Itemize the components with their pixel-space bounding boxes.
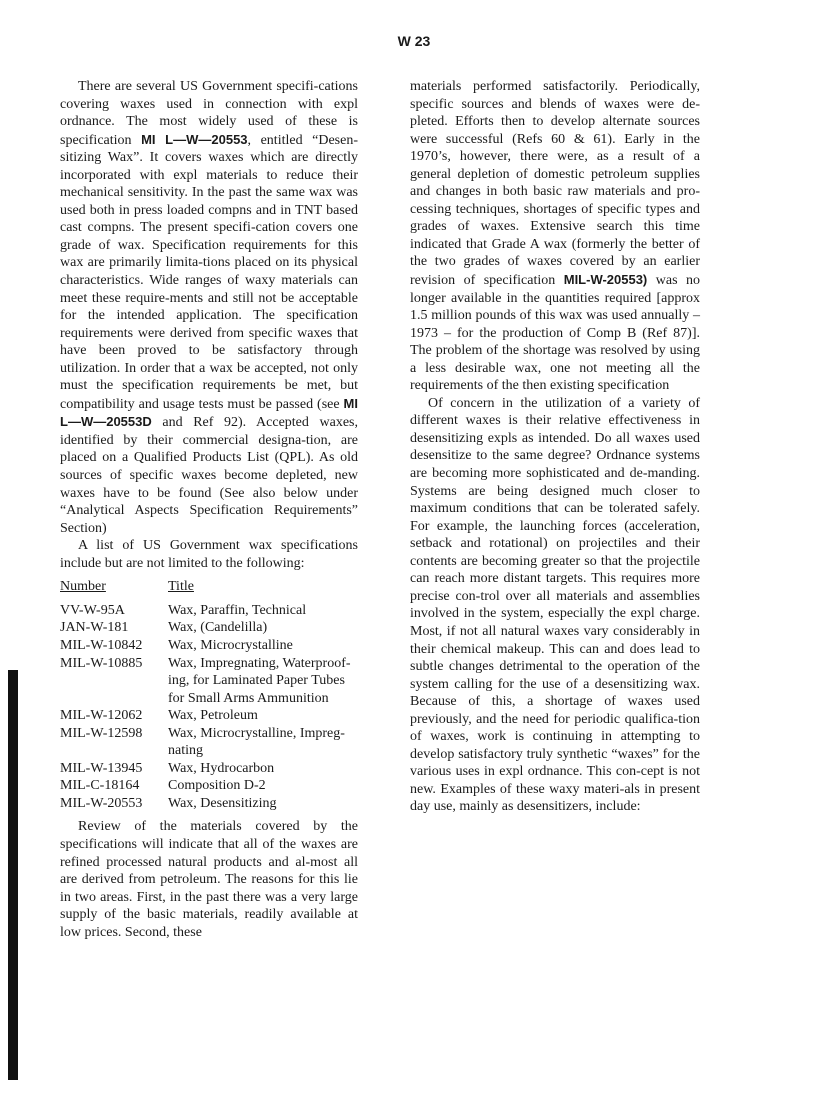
number-column-header: Number [60,579,106,595]
continued-paragraph [410,78,700,395]
intro-text-b: , entitled “Desen-sitizing Wax”. It covers waxes which are directly incorporated with expl materials to reduce their mechanical sensitivity. In the past the same wax was used both in press loaded compns and in TNT based cast compns. The present specifi-cation covers one grade of wax. Specification requirements for this wax are primarily limita-tions placed on its physical characteristics. Wide ranges of waxy materials can meet these require-ments and still not be acceptable for the intended application. The specification requirements were derived from specific waxes that have been proved to be satisfactory through utilization. In order that a wax be accepted, not only must the specification requirements be met, but compatibility and usage tests must be passed (see [60,132,358,412]
intro-text-a: There are several US Government specifi-cations covering waxes used in connection with expl ordnance. The most widely used of these is specification [60,79,358,148]
spec-number: JAN-W-181 [60,620,129,636]
spec-number: VV-W-95A [60,602,125,618]
table-row [60,602,358,620]
scan-margin-bar [8,670,18,1080]
table-row [60,707,358,725]
specifications-table [60,578,358,812]
continued-text-a: materials performed satisfactorily. Periodically, specific sources and blends of waxes were de-pleted. Efforts then to develop alternate sources were successful (Refs 60 & 61). Early in the 1970’s, however, there were, as a result of a general depletion of domestic petroleum supplies and changes in both basic raw materials and pro-cessing techniques, shortages of specific types and grades of waxes. Extensive search this time indicated that Grade A wax (formerly the better of the two grades of waxes covered by an earlier revision of specification [410,79,700,289]
spec-title: Wax, Paraffin, Technical [168,602,307,618]
intro-text-c: and Ref 92). Accepted waxes, identified by their commercial designa-tion, are placed on a Qualified Products List (QPL). As old sources of specific waxes become depleted, new waxes have to be found (See also below under “Analytical Aspects Specification Requirements” Section) [60,415,358,536]
table-header-row [60,578,358,602]
spec-number: MIL-W-12598 [60,725,143,741]
title-column-header: Title [168,579,194,595]
spec-number: MIL-W-12062 [60,708,143,724]
spec-number: MIL-W-10885 [60,655,143,671]
table-row [60,795,358,813]
spec-title: Wax, (Candelilla) [168,620,268,636]
spec-title: Wax, Microcrystalline, Impreg-nating [168,725,345,759]
intro-paragraph [60,78,358,537]
table-row [60,637,358,655]
list-intro-paragraph: A list of US Government wax specifications include but are not limited to the following: [60,538,358,571]
left-column [60,78,358,941]
spec-title: Wax, Petroleum [168,708,258,724]
concern-paragraph: Of concern in the utilization of a variety of different waxes is their relative effectiveness in desensitizing expls as intended. Do all waxes used desensitize to the same degree? Ordnance systems are becoming more sophisticated and de-manding. Systems are being designed much closer to maximum conditions that can be tolerated safely. For example, the launching forces (acceleration, setback and rotational) on projectiles and their contents are becoming greater so that the projectile can reach more distant targets. This requires more precise con-trol over all materials and assemblies involved in the system, especially the expl charge. Most, if not all natural waxes vary considerably in their chemical makeup. This can and does lead to subtle changes detrimental to the operation of the system calling for the use of a desensitizing wax. Because of this, a shortage of waxes used previously, and the need for periodic qualifica-tion of waxes, work is continuing in attempting to develop satisfactory truly synthetic “waxes” for the various uses in expl ordnance. This con-cept is not new. Examples of these waxy materi-als in present day use, mainly as desensitizers, include: [410,395,700,815]
table-row [60,777,358,795]
spec-title: Wax, Desensitizing [168,795,277,811]
spec-number: MIL-W-10842 [60,637,143,653]
spec-title: Wax, Impregnating, Waterproof-ing, for Laminated Paper Tubes for Small Arms Ammunition [168,655,351,706]
spec-number: MIL-W-13945 [60,760,143,776]
spec-title: Composition D-2 [168,778,266,794]
table-row [60,725,358,760]
right-column [410,78,700,816]
spec-number: MIL-C-18164 [60,778,140,794]
continued-text-b: was no longer available in the quantities required [approx 1.5 million pounds of this wax was used annually – 1973 – for the production of Comp B (Ref 87)]. The problem of the shortage was resolved by using a less desirable wax, one not meeting all the requirements of the then existing specification [410,273,700,394]
review-paragraph: Review of the materials covered by the specifications will indicate that all of the waxes are refined processed natural products and al-most all are derived from petroleum. The reasons for this lie in two areas. First, in the past there was a very large supply of the basic materials, readily available at low prices. Second, these [60,819,358,940]
spec-reference-d: MI L—W—20553D [60,395,358,430]
spec-title: Wax, Microcrystalline [168,637,293,653]
spec-reference: MIL-W-20553) [563,272,648,288]
table-row [60,760,358,778]
table-row [60,655,358,708]
spec-number: MIL-W-20553 [60,795,143,811]
table-row [60,619,358,637]
spec-reference: MI L—W—20553 [141,131,248,147]
spec-title: Wax, Hydrocarbon [168,760,275,776]
page-number: W 23 [397,33,431,49]
